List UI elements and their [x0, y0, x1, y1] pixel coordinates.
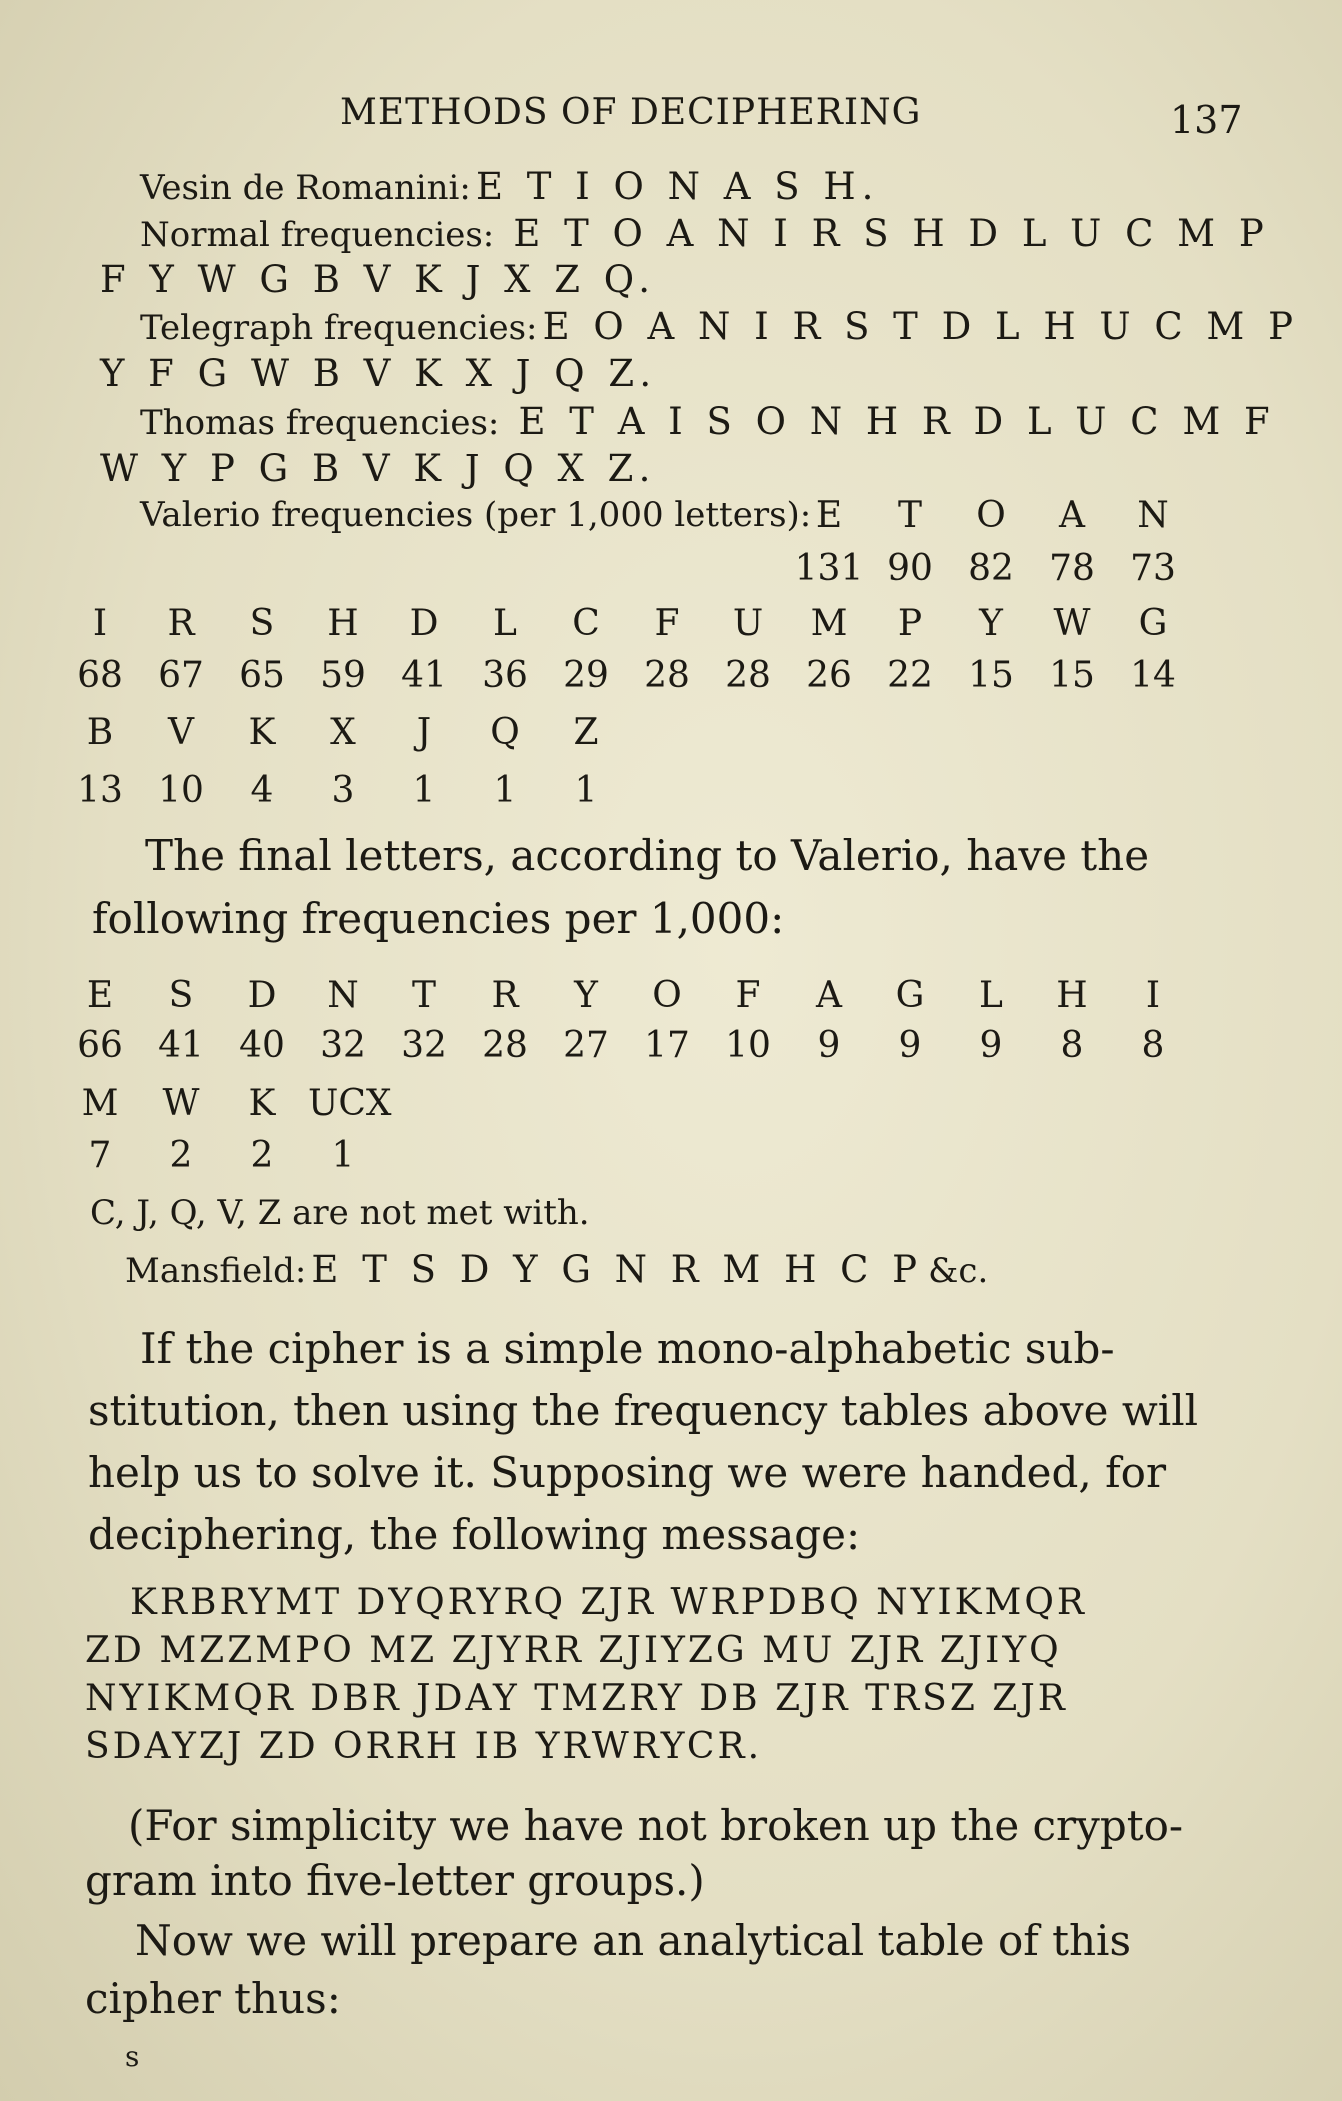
valerio-letter: Y: [979, 603, 1003, 644]
valerio-letter: M: [810, 603, 848, 644]
cipher-line-2: ZD MZZMPO MZ ZJYRR ZJIYZG MU ZJR ZJIYQ: [85, 1630, 1062, 1671]
normal-line-1: [140, 212, 1270, 255]
valerio-value: 1: [412, 770, 436, 811]
final-value: 2: [250, 1135, 274, 1176]
normal-value-2: F Y W G B V K J X Z Q.: [100, 258, 656, 301]
thomas-line-1: [140, 400, 1276, 443]
final-letter: G: [895, 975, 925, 1016]
valerio-value: 82: [968, 548, 1014, 589]
valerio-letter: O: [976, 495, 1006, 536]
note-line-2: gram into five-letter groups.): [85, 1856, 705, 1905]
final-row2-letters: [81, 1083, 1245, 1127]
valerio-letter: E: [815, 495, 843, 536]
valerio-value: 14: [1130, 655, 1176, 696]
valerio-value: 1: [493, 770, 517, 811]
final-value: 1: [331, 1135, 355, 1176]
valerio-letter: N: [1137, 495, 1169, 536]
valerio-value: 65: [239, 655, 285, 696]
valerio-letter: S: [249, 603, 275, 644]
final-letter: H: [1056, 975, 1088, 1016]
final-value: 40: [239, 1025, 285, 1066]
final-value: 17: [644, 1025, 690, 1066]
valerio-value: 73: [1130, 548, 1176, 589]
next-line-2: cipher thus:: [85, 1974, 341, 2023]
valerio-letter: D: [409, 603, 439, 644]
next-line-1: Now we will prepare an analytical table of this: [135, 1916, 1132, 1965]
valerio-value: 41: [401, 655, 447, 696]
final-letter: S: [168, 975, 194, 1016]
valerio-letter: A: [1059, 495, 1085, 536]
valerio-letter: W: [1053, 603, 1091, 644]
final-value: 28: [482, 1025, 528, 1066]
final-value: 66: [77, 1025, 123, 1066]
final-letter: E: [86, 975, 114, 1016]
valerio-letter: Z: [573, 712, 599, 753]
cipher-line-4: SDAYZJ ZD ORRH IB YRWRYCR.: [85, 1726, 763, 1767]
thomas-label: Thomas frequencies:: [140, 403, 500, 443]
telegraph-label: Telegraph frequencies:: [140, 308, 538, 348]
valerio-letter: L: [493, 603, 517, 644]
valerio-letter: T: [897, 495, 922, 536]
valerio-value: 22: [887, 655, 933, 696]
mansfield-label: Mansfield:: [125, 1251, 307, 1291]
final-value: 32: [320, 1025, 366, 1066]
valerio-value: 67: [158, 655, 204, 696]
paragraph-line-2: stitution, then using the frequency tables above will: [88, 1386, 1199, 1435]
valerio-value: 28: [644, 655, 690, 696]
valerio-row1-values: [95, 548, 1245, 592]
valerio-value: 15: [968, 655, 1014, 696]
final-value: 9: [979, 1025, 1003, 1066]
final-letter: M: [81, 1083, 119, 1124]
thomas-line-2: [100, 447, 656, 490]
final-value: 27: [563, 1025, 609, 1066]
valerio-letter: K: [248, 712, 276, 753]
telegraph-value-2: Y F G W B V K X J Q Z.: [100, 352, 658, 395]
valerio-letter: I: [92, 603, 108, 644]
thomas-value-2: W Y P G B V K J Q X Z.: [100, 447, 657, 490]
thomas-value-1: E T A I S O N H R D L U C M F: [518, 400, 1276, 443]
final-letter: F: [735, 975, 761, 1016]
valerio-row3-values: [77, 770, 1245, 814]
valerio-value: 15: [1049, 655, 1095, 696]
final-value: 9: [817, 1025, 841, 1066]
valerio-value: 28: [725, 655, 771, 696]
paragraph-line-1: If the cipher is a simple mono-alphabetic sub-: [140, 1324, 1115, 1373]
valerio-letter: X: [330, 712, 356, 753]
telegraph-line-2: [100, 352, 657, 395]
valerio-letter: U: [732, 603, 764, 644]
final-letter: UCX: [308, 1083, 392, 1124]
vesin-value: E T I O N A S H.: [475, 165, 880, 208]
final-value: 9: [898, 1025, 922, 1066]
valerio-value: 29: [563, 655, 609, 696]
final-letter: T: [411, 975, 436, 1016]
final-value: 8: [1060, 1025, 1084, 1066]
valerio-value: 59: [320, 655, 366, 696]
valerio-value: 36: [482, 655, 528, 696]
valerio-value: 131: [794, 548, 864, 589]
telegraph-value-1: E O A N I R S T D L H U C M P: [542, 305, 1299, 348]
valerio-row3-letters: [86, 712, 1245, 756]
paragraph-line-3: help us to solve it. Supposing we were handed, for: [88, 1448, 1167, 1497]
valerio-letter: G: [1138, 603, 1168, 644]
valerio-value: 13: [77, 770, 123, 811]
note-line-1: (For simplicity we have not broken up the crypto-: [128, 1801, 1184, 1850]
final-letter: L: [979, 975, 1003, 1016]
valerio-letter: H: [327, 603, 359, 644]
final-intro-2: following frequencies per 1,000:: [92, 894, 785, 943]
mansfield-value: E T S D Y G N R M H C P: [311, 1248, 924, 1291]
normal-label: Normal frequencies:: [140, 215, 495, 255]
final-letter: K: [248, 1083, 276, 1124]
valerio-letter: C: [572, 603, 600, 644]
not-met-line: C, J, Q, V, Z are not met with.: [90, 1193, 590, 1233]
valerio-letter: B: [86, 712, 114, 753]
final-letter: A: [816, 975, 842, 1016]
valerio-value: 26: [806, 655, 852, 696]
normal-value-1: E T O A N I R S H D L U C M P: [513, 212, 1270, 255]
cipher-line-1: KRBRYMT DYQRYRQ ZJR WRPDBQ NYIKMQR: [130, 1582, 1087, 1623]
final-letter: N: [327, 975, 359, 1016]
final-row1-values: [77, 1025, 1245, 1069]
final-value: 32: [401, 1025, 447, 1066]
page-title: METHODS OF DECIPHERING: [340, 92, 922, 133]
valerio-row2-letters: [92, 603, 1245, 647]
valerio-value: 1: [574, 770, 598, 811]
vesin-line: [140, 165, 879, 208]
page-number: 137: [1170, 98, 1243, 142]
final-value: 10: [725, 1025, 771, 1066]
valerio-letter: J: [416, 712, 432, 753]
final-letter: Y: [574, 975, 598, 1016]
valerio-row1-letters: [95, 495, 1245, 539]
final-value: 41: [158, 1025, 204, 1066]
final-intro-1: The final letters, according to Valerio, have the: [145, 831, 1150, 880]
valerio-letter: V: [168, 712, 194, 753]
final-value: 8: [1141, 1025, 1165, 1066]
running-head: [0, 92, 1342, 142]
valerio-value: 90: [887, 548, 933, 589]
valerio-value: 4: [250, 770, 274, 811]
cipher-line-3: NYIKMQR DBR JDAY TMZRY DB ZJR TRSZ ZJR: [85, 1678, 1068, 1719]
valerio-row2-values: [77, 655, 1245, 699]
valerio-value: 68: [77, 655, 123, 696]
valerio-letter: R: [167, 603, 195, 644]
valerio-label: Valerio frequencies (per 1,000 letters):: [140, 495, 812, 535]
valerio-value: 78: [1049, 548, 1095, 589]
final-value: 7: [88, 1135, 112, 1176]
final-letter: D: [247, 975, 277, 1016]
paragraph-line-4: deciphering, the following message:: [88, 1510, 861, 1559]
valerio-letter: Q: [490, 712, 520, 753]
valerio-letter: F: [654, 603, 680, 644]
final-row2-values: [88, 1135, 1245, 1179]
mansfield-line: [125, 1248, 988, 1291]
final-letter: O: [652, 975, 682, 1016]
final-value: 2: [169, 1135, 193, 1176]
mansfield-suffix: &c.: [928, 1251, 989, 1291]
vesin-label: Vesin de Romanini:: [140, 168, 471, 208]
final-letter: W: [162, 1083, 200, 1124]
signature-mark: s: [125, 2040, 140, 2073]
final-letter: R: [491, 975, 519, 1016]
valerio-value: 10: [158, 770, 204, 811]
final-letter: I: [1145, 975, 1161, 1016]
telegraph-line-1: [140, 305, 1299, 348]
valerio-value: 3: [331, 770, 355, 811]
normal-line-2: [100, 258, 656, 301]
valerio-letter: P: [897, 603, 923, 644]
final-row1-letters: [86, 975, 1245, 1019]
